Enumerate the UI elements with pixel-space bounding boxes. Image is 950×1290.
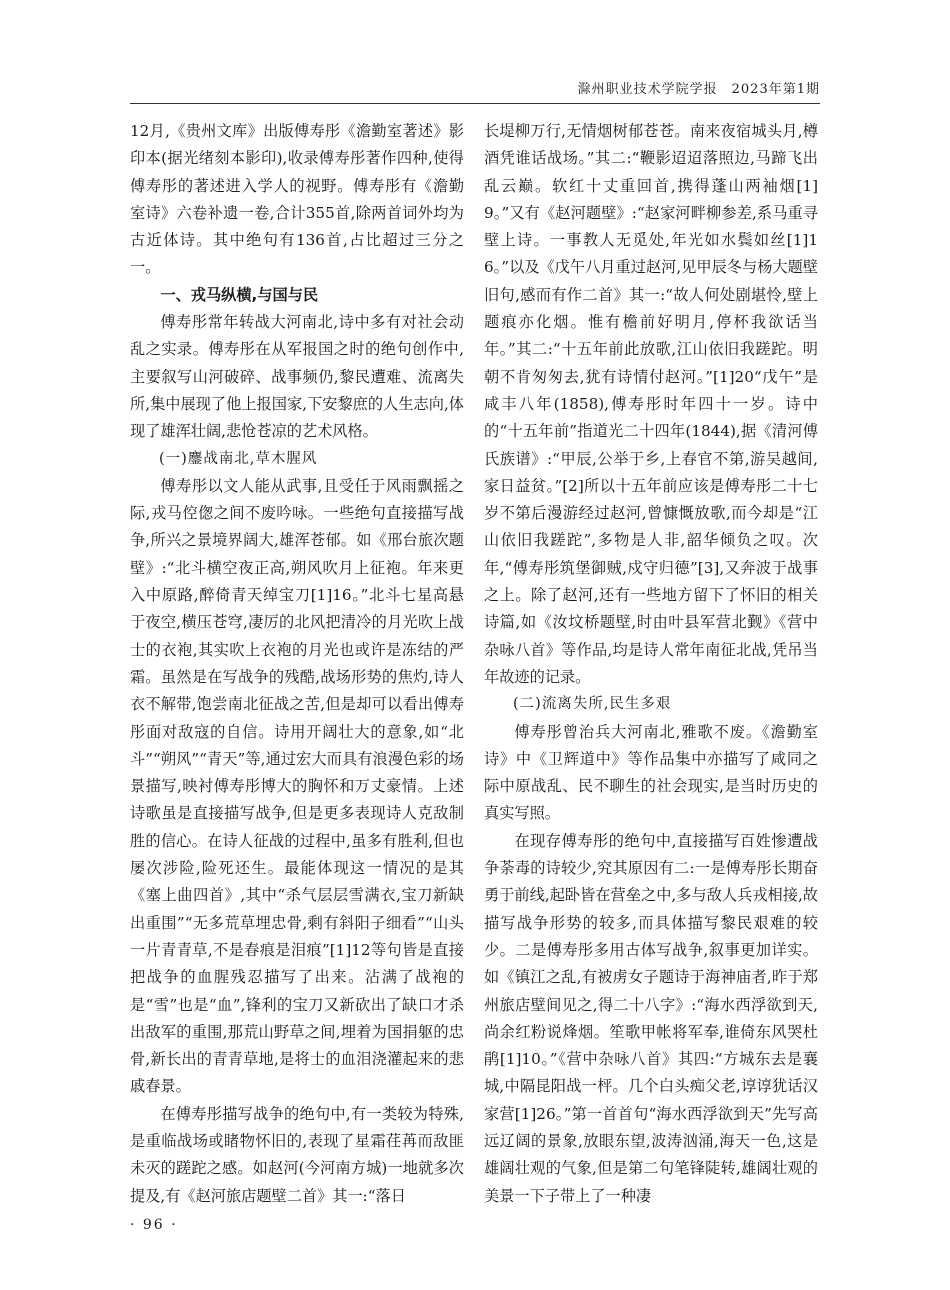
paragraph: 傅寿彤曾治兵大河南北,雅歌不废。《澹勤室诗》中《卫辉道中》等作品集中亦描写了咸同之际中原战乱、民不聊生的社会现实,是当时历史的真实写照。 [484,722,818,823]
subsection-heading: (一)鏖战南北,草木腥风 [159,450,318,467]
right-column [484,118,818,1210]
running-header [130,78,820,97]
paragraph: 傅寿彤以文人能从武事,且受任于风雨飘摇之际,戎马倥偬之间不废吟咏。一些绝句直接描写战争,所兴之景境界阔大,雄浑苍郁。如《邢台旅次题壁》:“北斗横空夜正高,朔风吹月上征袍。年来更入中原路,醉倚青天绰宝刀[1]16。”北斗七星高悬于夜空,横压苍穹,凄厉的北风把清冷的月光吹上战士的衣袍,其实吹上衣袍的月光也或许是冻结的严霜。虽然是在写战争的残酷,战场形势的焦灼,诗人衣不解带,饱尝南北征战之苦,但是却可以看出傅寿彤面对敌寇的自信。诗用开阔壮大的意象,如“北斗”“朔风”“青天”等,通过宏大而具有浪漫色彩的场景描写,映衬傅寿彤博大的胸怀和万丈豪情。上述诗歌虽是直接描写战争,但是更多表现诗人克敌制胜的信心。在诗人征战的过程中,虽多有胜利,但也屡次涉险,险死还生。最能体现这一情况的是其《塞上曲四首》,其中“杀气层层雪满衣,宝刀新缺出重围”“无多荒草埋忠骨,剩有斜阳子细看”“山头一片青青草,不是春痕是泪痕”[1]12等句皆是直接把战争的血腥残忍描写了出来。沾满了战袍的是“雪”也是“血”,锋利的宝刀又新砍出了缺口才杀出敌军的重围,那荒山野草之间,埋着为国捐躯的忠骨,新长出的青青草地,是将士的血泪浇灌起来的悲戚春景。 [130,476,464,1096]
paragraph: 傅寿彤常年转战大河南北,诗中多有对社会动乱之实录。傅寿彤在从军报国之时的绝句创作中,主要叙写山河破碎、战事频仍,黎民遭难、流离失所,集中展现了他上报国家,下安黎庶的人生志向,体现了雄浑壮阔,悲怆苍凉的艺术风格。 [130,313,464,441]
section-heading: 一、戎马纵横,与国与民 [160,285,319,304]
paragraph: 长堤柳万行,无情烟树郁苍苍。南来夜宿城头月,樽酒凭谁话战场。”其二:“鞭影迢迢落照边,马蹄飞出乱云巅。软红十丈重回首,携得蓬山两袖烟[1]9。”又有《赵河题壁》:“赵家河畔柳参差,系马重寻壁上诗。一事教人无觅处,年光如水鬓如丝[1]16。”以及《戊午八月重过赵河,见甲辰冬与杨大题壁旧句,感而有作二首》其一:“故人何处剧堪怜,壁上题痕亦化烟。惟有檐前好明月,停杯我欲话当年。”其二:“十五年前此放歌,江山依旧我蹉跎。明朝不肯匆匆去,犹有诗情付赵河。”[1]20“戊午”是咸丰八年(1858),傅寿彤时年四十一岁。诗中的“十五年前”指道光二十四年(1844),据《清河傅氏族谱》:“甲辰,公举于乡,上春官不第,游吴越间,家日益贫。”[2]所以十五年前应该是傅寿彤二十七岁不第后漫游经过赵河,曾慷慨放歌,而今却是“江山依旧我蹉跎”,多物是人非,韶华倾负之叹。次年,“傅寿彤筑堡御贼,戍守归德”[3],又奔波于战事之上。除了赵河,还有一些地方留下了怀旧的相关诗篇,如《汝坟桥题壁,时由叶县军营北觐》《营中杂咏八首》等作品,均是诗人常年南征北战,凭吊当年故迹的记录。 [484,122,818,686]
page-number: · 96 · [130,1217,178,1233]
header-rule [130,103,820,104]
paragraph: 在傅寿彤描写战争的绝句中,有一类较为特殊,是重临战场或睹物怀旧的,表现了星霜荏苒而敌匪未灭的蹉跎之感。如赵河(今河南方城)一地就多次提及,有《赵河旅店题壁二首》其一:“落日 [130,1104,464,1205]
paragraph: 12月,《贵州文库》出版傅寿彤《澹勤室著述》影印本(据光绪刻本影印),收录傅寿彤著作四种,使得傅寿彤的著述进入学人的视野。傅寿彤有《澹勤室诗》六卷补遗一卷,合计355首,除两首词外均为古近体诗。其中绝句有136首,占比超过三分之一。 [130,122,464,277]
journal-header-text: 滁州职业技术学院学报 2023年第1期 [577,82,820,97]
paragraph: 在现存傅寿彤的绝句中,直接描写百姓惨遭战争荼毒的诗较少,究其原因有二:一是傅寿彤长期奋勇于前线,起卧皆在营垒之中,多与敌人兵戎相接,故描写战争形势的较多,而具体描写黎民艰难的较少。二是傅寿彤多用古体写战争,叙事更加详实。如《镇江之乱,有被虏女子题诗于海神庙者,昨于郑州旅店壁间见之,得二十八字》:“海水西浮欲到天,尚余红粉说烽烟。笙歌甲帐将军奉,谁倚东风哭杜鹃[1]10。”《营中杂咏八首》其四:“方城东去是襄城,中隔昆阳战一枰。几个白头痴父老,谆谆犹话汉家营[1]26。”第一首首句“海水西浮欲到天”先写高远辽阔的景象,放眼东望,波涛汹涌,海天一色,这是雄阔壮观的气象,但是第二句笔锋陡转,雄阔壮观的美景一下子带上了一种凄 [484,831,818,1205]
subsection-heading: (二)流离失所,民生多艰 [513,696,672,713]
left-column [130,118,464,1210]
